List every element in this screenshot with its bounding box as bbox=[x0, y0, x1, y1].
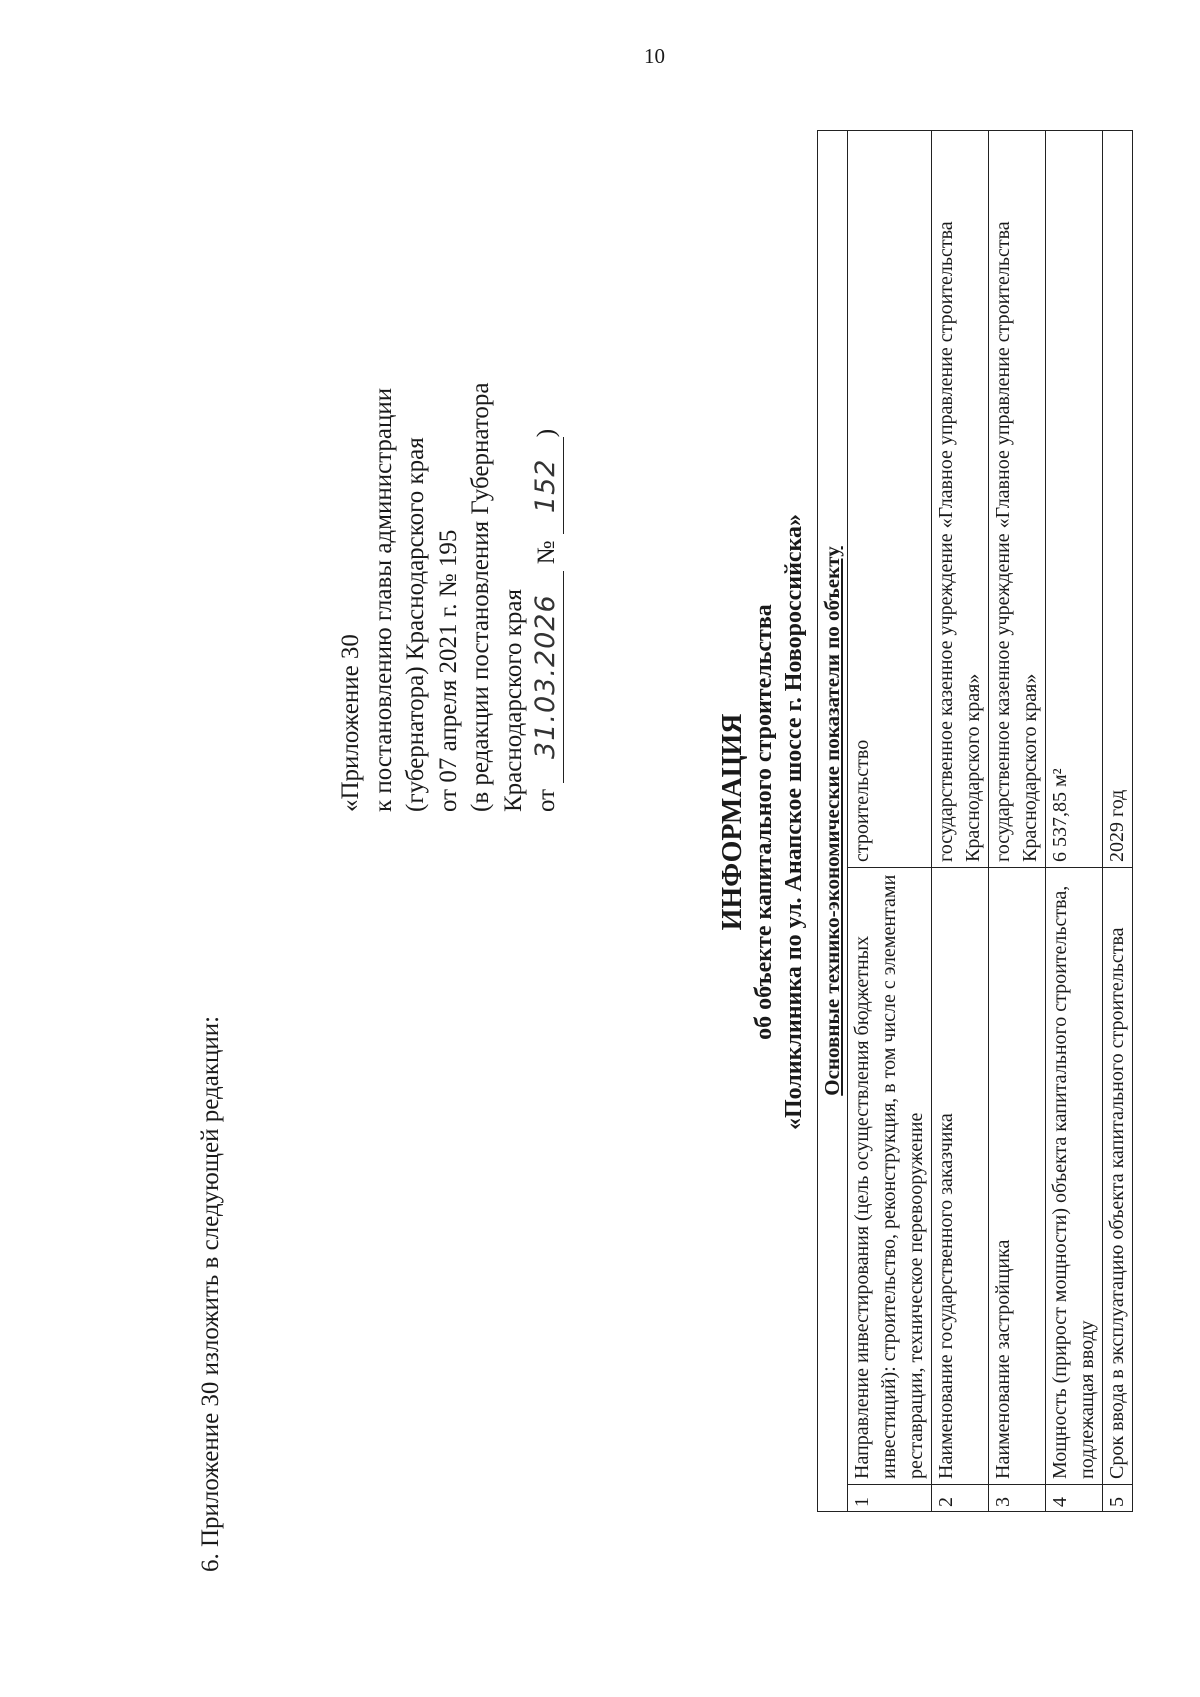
appendix-line-1: «Приложение 30 bbox=[337, 634, 364, 812]
handwritten-number: 152 bbox=[530, 437, 564, 534]
appendix-line-6: Краснодарского края bbox=[499, 589, 527, 812]
appendix-date-line bbox=[530, 382, 564, 812]
table-row bbox=[1046, 131, 1103, 1512]
appendix-line-4: от 07 апреля 2021 г. № 195 bbox=[434, 529, 462, 812]
document-subtitle-1: об объекте капитального строительства bbox=[751, 604, 777, 1040]
row-number: 1 bbox=[848, 1485, 932, 1512]
row-number: 3 bbox=[989, 1485, 1046, 1512]
indicators-table bbox=[817, 130, 1133, 1512]
row-label: Наименование государственного заказчика bbox=[932, 868, 989, 1485]
appendix-line-5: (в редакции постановления Губернатора bbox=[467, 382, 494, 812]
table-row bbox=[932, 131, 989, 1512]
page-number: 10 bbox=[644, 44, 665, 68]
from-label: от bbox=[533, 788, 560, 812]
table-header-cell: Основные технико-экономические показатели по объекту bbox=[818, 131, 848, 1512]
table-row bbox=[989, 131, 1046, 1512]
row-value: 6 537,85 м² bbox=[1046, 131, 1103, 868]
row-label: Наименование застройщика bbox=[989, 868, 1046, 1485]
number-label: № bbox=[533, 540, 560, 565]
row-value: 2029 год bbox=[1103, 131, 1133, 868]
row-value: строительство bbox=[848, 131, 932, 868]
row-label: Направление инвестирования (цель осуществления бюджетных инвестиций): строительство, реконструкция, в том числе с элементами реставрации, техническое перевооружение bbox=[848, 868, 932, 1485]
table-row bbox=[848, 131, 932, 1512]
table-row bbox=[1103, 131, 1133, 1512]
closing-paren: ) bbox=[533, 428, 560, 438]
appendix-reference bbox=[335, 382, 564, 812]
row-label: Мощность (прирост мощности) объекта капитального строительства, подлежащая вводу bbox=[1046, 868, 1103, 1485]
document-heading bbox=[717, 72, 809, 1572]
row-value: государственное казенное учреждение «Главное управление строительства Краснодарского края» bbox=[932, 131, 989, 868]
row-number: 2 bbox=[932, 1485, 989, 1512]
row-number: 5 bbox=[1103, 1485, 1133, 1512]
appendix-line-2: к постановлению главы администрации bbox=[369, 387, 397, 812]
intro-paragraph: 6. Приложение 30 изложить в следующей редакции: bbox=[197, 1015, 224, 1572]
rotated-page-content bbox=[197, 72, 1147, 1572]
row-value: государственное казенное учреждение «Главное управление строительства Краснодарского края» bbox=[989, 131, 1046, 868]
table-header-row bbox=[818, 131, 848, 1512]
appendix-line-3: (губернатора) Краснодарского края bbox=[402, 437, 429, 812]
row-label: Срок ввода в эксплуатацию объекта капитального строительства bbox=[1103, 868, 1133, 1485]
document-subtitle-2: «Поликлиника по ул. Анапское шоссе г. Новороссийска» bbox=[781, 513, 807, 1131]
row-number: 4 bbox=[1046, 1485, 1103, 1512]
document-title: ИНФОРМАЦИЯ bbox=[717, 713, 748, 931]
handwritten-date: 31.03.2026 bbox=[530, 571, 564, 783]
